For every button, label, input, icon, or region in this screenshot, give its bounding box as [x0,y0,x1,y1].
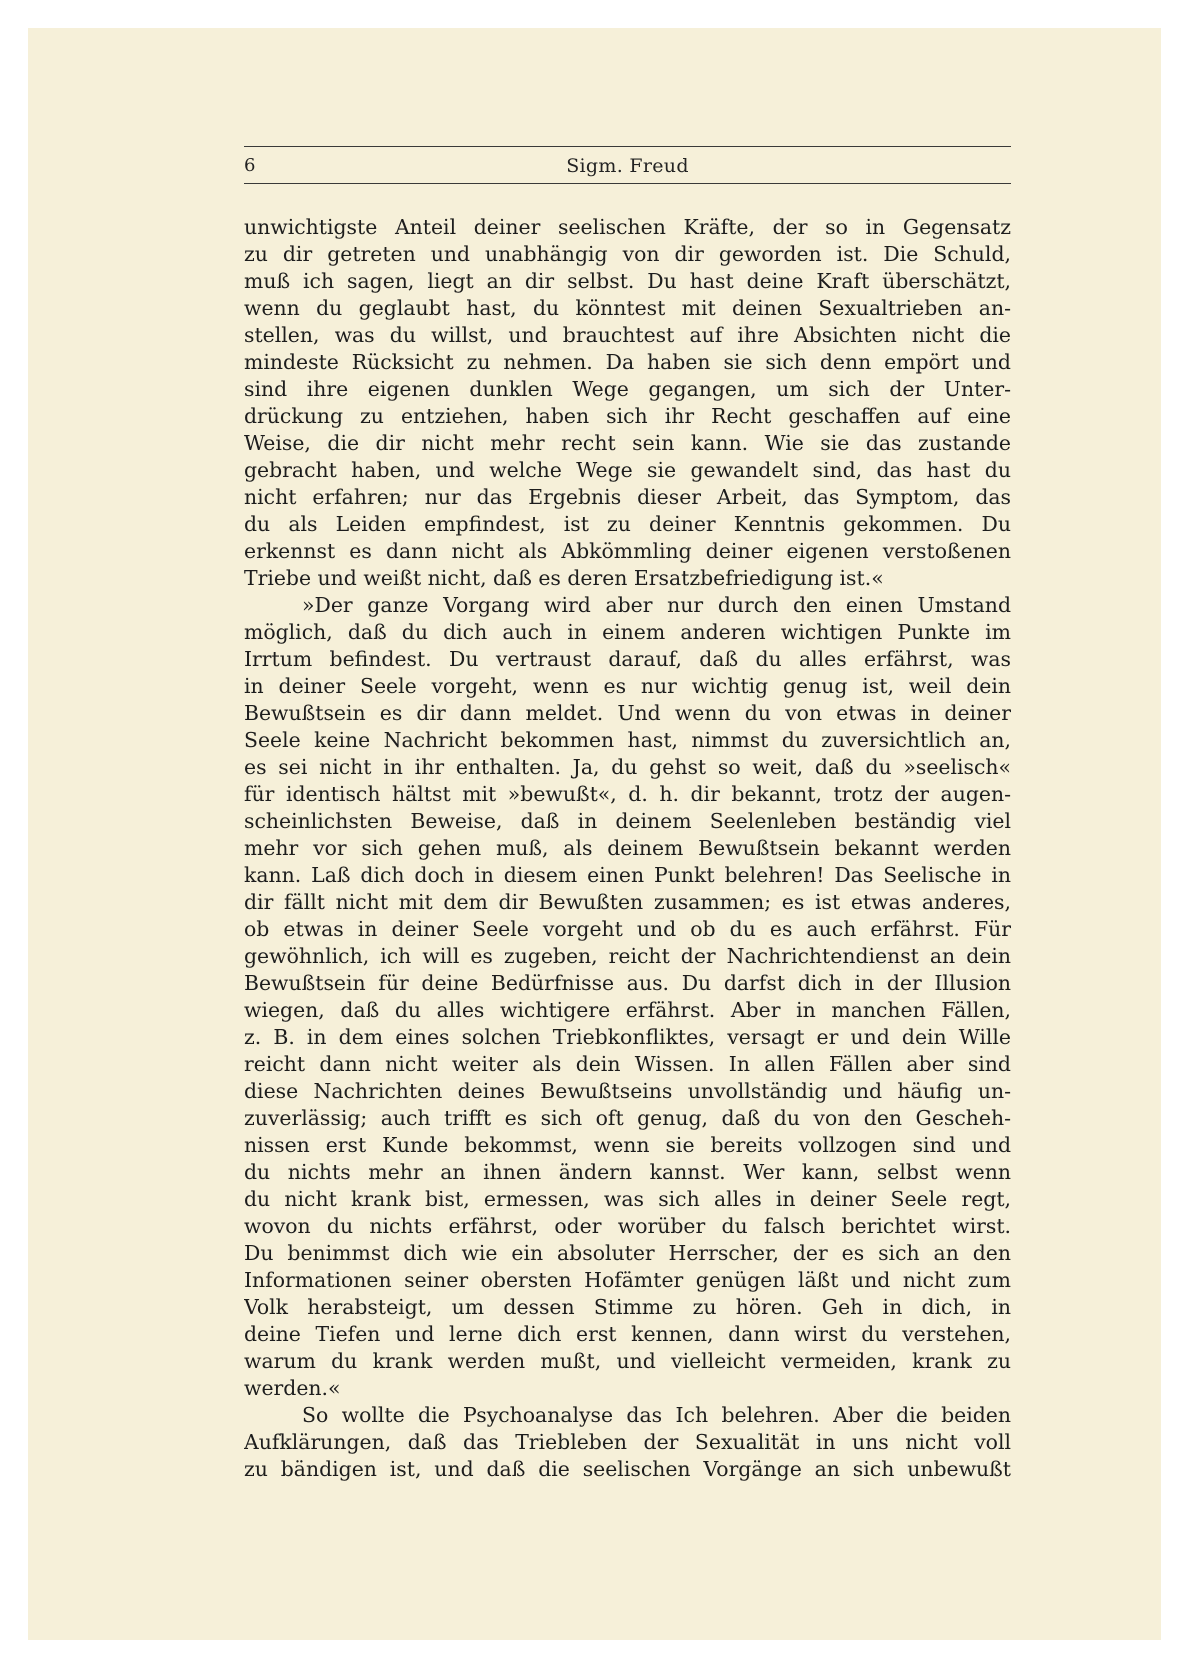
text-line: werden.« [244,1376,341,1400]
text-line: Weise, die dir nicht mehr recht sein kann. Wie sie das zustande [244,431,1011,455]
text-line: Triebe und weißt nicht, daß es deren Ersatzbefriedigung ist.« [244,566,884,590]
text-line: kann. Laß dich doch in diesem einen Punkt belehren! Das Seelische in [244,863,1011,887]
text-line: du nicht krank bist, ermessen, was sich alles in deiner Seele regt, [244,1187,1011,1211]
text-line: deine Tiefen und lerne dich erst kennen, dann wirst du verstehen, [244,1322,1011,1346]
text-line: möglich, daß du dich auch in einem anderen wichtigen Punkte im [244,620,1011,644]
text-line: Du benimmst dich wie ein absoluter Herrscher, der es sich an den [244,1241,1011,1265]
body-text [244,214,1011,1483]
text-line: ob etwas in deiner Seele vorgeht und ob du es auch erfährst. Für [244,917,1011,941]
text-line: z. B. in dem eines solchen Triebkonfliktes, versagt er und dein Wille [244,1025,1011,1049]
text-line: zu dir getreten und unabhängig von dir geworden ist. Die Schuld, [244,242,1011,266]
page-number: 6 [244,155,256,176]
text-line: sind ihre eigenen dunklen Wege gegangen, um sich der Unter- [244,377,1011,401]
text-line: wovon du nichts erfährst, oder worüber du falsch berichtet wirst. [244,1214,1011,1238]
text-line: in deiner Seele vorgeht, wenn es nur wichtig genug ist, weil dein [244,674,1011,698]
text-line: drückung zu entziehen, haben sich ihr Recht geschaffen auf eine [244,404,1011,428]
text-line: gewöhnlich, ich will es zugeben, reicht der Nachrichtendienst an dein [244,944,1011,968]
text-line: Bewußtsein es dir dann meldet. Und wenn du von etwas in deiner [244,701,1011,725]
text-line: zuverlässig; auch trifft es sich oft genug, daß du von den Gescheh- [244,1106,1011,1130]
text-line: reicht dann nicht weiter als dein Wissen. In allen Fällen aber sind [244,1052,1011,1076]
text-line: Seele keine Nachricht bekommen hast, nimmst du zuversichtlich an, [244,728,1011,752]
text-line: diese Nachrichten deines Bewußtseins unvollständig und häufig un- [244,1079,1011,1103]
text-line: warum du krank werden mußt, und vielleicht vermeiden, krank zu [244,1349,1011,1373]
text-line: dir fällt nicht mit dem dir Bewußten zusammen; es ist etwas anderes, [244,890,1011,914]
text-line: Bewußtsein für deine Bedürfnisse aus. Du darfst dich in der Illusion [244,971,1011,995]
running-head: Sigm. Freud [566,155,689,177]
page-header [244,146,1011,184]
text-line: »Der ganze Vorgang wird aber nur durch den einen Umstand [302,593,1011,617]
text-line: Aufklärungen, daß das Triebleben der Sexualität in uns nicht voll [244,1430,1011,1454]
text-line: stellen, was du willst, und brauchtest auf ihre Absichten nicht die [244,323,1011,347]
text-line: wenn du geglaubt hast, du könntest mit deinen Sexualtrieben an- [244,296,1011,320]
text-line: So wollte die Psychoanalyse das Ich belehren. Aber die beiden [302,1403,1011,1427]
text-line: scheinlichsten Beweise, daß in deinem Seelenleben beständig viel [244,809,1011,833]
text-line: mehr vor sich gehen muß, als deinem Bewußtsein bekannt werden [244,836,1011,860]
text-line: gebracht haben, und welche Wege sie gewandelt sind, das hast du [244,458,1011,482]
text-line: nissen erst Kunde bekommst, wenn sie bereits vollzogen sind und [244,1133,1011,1157]
text-line: wiegen, daß du alles wichtigere erfährst. Aber in manchen Fällen, [244,998,1011,1022]
text-line: du als Leiden empfindest, ist zu deiner Kenntnis gekommen. Du [244,512,1011,536]
text-line: erkennst es dann nicht als Abkömmling deiner eigenen verstoßenen [244,539,1011,563]
text-line: Informationen seiner obersten Hofämter genügen läßt und nicht zum [244,1268,1011,1292]
text-line: Irrtum befindest. Du vertraust darauf, daß du alles erfährst, was [244,647,1011,671]
text-line: muß ich sagen, liegt an dir selbst. Du hast deine Kraft überschätzt, [244,269,1011,293]
text-line: mindeste Rücksicht zu nehmen. Da haben sie sich denn empört und [244,350,1011,374]
text-line: zu bändigen ist, und daß die seelischen Vorgänge an sich unbewußt [244,1457,1011,1481]
text-line: nicht erfahren; nur das Ergebnis dieser Arbeit, das Symptom, das [244,485,1011,509]
text-line: es sei nicht in ihr enthalten. Ja, du gehst so weit, daß du »seelisch« [244,755,1011,779]
text-line: unwichtigste Anteil deiner seelischen Kräfte, der so in Gegensatz [244,215,1011,239]
text-line: für identisch hältst mit »bewußt«, d. h. dir bekannt, trotz der augen- [244,782,1011,806]
text-line: du nichts mehr an ihnen ändern kannst. Wer kann, selbst wenn [244,1160,1011,1184]
text-line: Volk herabsteigt, um dessen Stimme zu hören. Geh in dich, in [244,1295,1011,1319]
